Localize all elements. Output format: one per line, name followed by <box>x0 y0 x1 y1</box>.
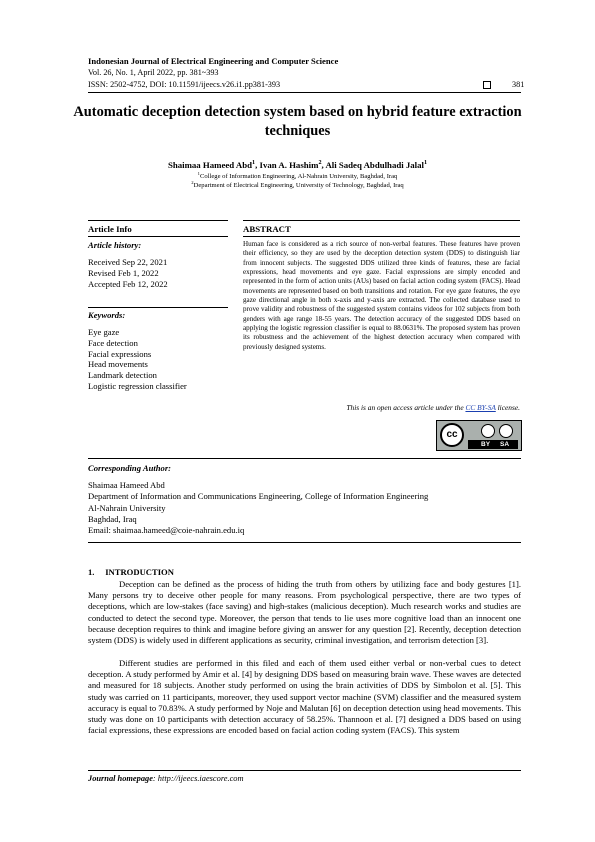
corresponding-heading: Corresponding Author: <box>88 463 172 473</box>
affiliation: $^1$College of Information Engineering, Al-Nahrain University, Baghdad, Iraq <box>197 170 398 180</box>
keyword: Landmark detection <box>88 370 157 381</box>
journal-issn-doi: ISSN: 2502-4752, DOI: 10.11591/ijeecs.v26.i1.pp381-393 <box>88 80 281 89</box>
corresponding-university: Al-Nahrain University <box>88 502 166 513</box>
corresponding-city: Baghdad, Iraq <box>88 513 137 524</box>
article-info-rule <box>88 236 228 237</box>
corresponding-email: Email: shaimaa.hameed@coie-nahrain.edu.iq <box>88 525 245 536</box>
section-rule <box>88 458 521 459</box>
section-rule <box>88 542 521 543</box>
paragraph: Deception can be defined as the process of hiding the truth from others by utilizing face and body gestures [1]. Many persons try to deceive other people for many reasons. From psychological perspective, there are two types of deceptions, which are low-stakes (face saving) and high-stakes (malicious deception). Much research works and studies are conducted to detect the second type. Moreover, the person that tends to lie uses more cognitive load than an innocent one because deception requires to think and imagine before giving an answer for any question [2]. Recently, deception detection system (DDS) is widely used in different applications as security, criminal investigation, and terrorism detection [3]. <box>88 579 521 646</box>
keyword: Logistic regression classifier <box>88 380 187 391</box>
article-info-heading: Article Info <box>88 224 132 234</box>
license-bar: BY SA <box>468 440 518 449</box>
section-heading: 1. INTRODUCTION <box>88 567 174 577</box>
author-list: Shaimaa Hameed Abd$^1$, Ivan A. Hashim$^2$, Ali Sadeq Abdulhadi Jalal$^1$ <box>167 160 428 170</box>
abstract-rule <box>243 236 520 237</box>
author-name: Ivan A. Hashim <box>259 160 319 170</box>
cc-icon: cc <box>440 423 464 447</box>
journal-homepage: Journal homepage: http://ijeecs.iaescore.com <box>88 774 244 783</box>
abstract-text: Human face is considered as a rich source of non-verbal features. These features have proven their efficiency, so they are used by the deception detection system (DDS) to distinguish liar from innocent subjects. The suggested DDS utilized three kinds of features, these are facial expressions, head movements and eye gaze. Facial expressions are simply encoded and represented in the form of action units (AUs) based on facial action coding system (FACS). Head movements are represented based on both transitions and rotation. For eye gaze features, the eye gaze directional angle in both x-axis and y-axis are extracted. The collected database used to prove validity and robustness of the suggested system contains videos for 102 subjects from both genders with age range 18-55 years. The detection accuracy of the suggested DDS based on applying the logistic regression classifier is equal to 88.0631%. The proposed system has proven its robustness and the achievement of the highest detection accuracy when compared with previously designed systems. <box>243 240 520 351</box>
square-icon <box>483 81 491 89</box>
journal-name: Indonesian Journal of Electrical Engineering and Computer Science <box>88 56 339 66</box>
author-name: Shaimaa Hameed Abd <box>167 160 253 170</box>
open-access-note: This is an open access article under the CC BY-SA license. <box>346 403 520 412</box>
corresponding-name: Shaimaa Hameed Abd <box>88 480 165 490</box>
journal-volume: Vol. 26, No. 1, April 2022, pp. 381~393 <box>88 68 219 77</box>
article-history <box>88 257 168 289</box>
affiliation-marker: 1 <box>423 160 428 167</box>
keyword: Eye gaze <box>88 327 120 337</box>
homepage-link[interactable]: : http://ijeecs.iaescore.com <box>152 774 244 783</box>
abstract-rule <box>243 220 520 221</box>
footer-rule <box>88 770 521 771</box>
corresponding-department: Department of Information and Communications Engineering, College of Information Engineering <box>88 491 429 502</box>
paper-title: Automatic deception detection system based on hybrid feature extraction techniques <box>73 104 522 139</box>
history-date: Accepted Feb 12, 2022 <box>88 278 168 289</box>
article-history-heading: Article history: <box>88 240 142 250</box>
affiliation: $^2$Department of Electrical Engineering, University of Technology, Baghdad, Iraq <box>191 179 404 189</box>
keyword: Face detection <box>88 337 138 348</box>
share-alike-icon <box>499 424 513 438</box>
keyword: Facial expressions <box>88 348 152 359</box>
license-link[interactable]: CC BY-SA <box>465 403 496 412</box>
abstract-heading: ABSTRACT <box>243 224 291 234</box>
article-info-rule <box>88 307 228 308</box>
paragraph: Different studies are performed in this filed and each of them used either verbal or non-verbal cues to detect deception. A study performed by Amir et al. [4] by designing DDS based on measuring brain wave. These waves are detected and measured for 18 subjects. Another study performed on using the brain activities of DDS by Simbolon et al. [5]. This study was carried on 11 participants, moreover, they used support vector machine (SVM) classifier and the measured system accuracy is equal to 70.83%. A study performed by Noje and Malutan [6] on deception detection using head movements. This study was done on 10 participants with detection accuracy of 58.25%. Thannoon et al. [7] designed a DDS based on using facial expressions, these expressions are encoded based on facial action coding system (FACS). This system <box>88 658 521 736</box>
keywords-list <box>88 327 187 392</box>
keyword: Head movements <box>88 359 148 370</box>
affiliation-marker: 2 <box>318 160 322 167</box>
affiliation-marker: 1 <box>252 160 256 167</box>
header-rule <box>88 92 521 93</box>
article-info-rule <box>88 220 228 221</box>
cc-by-sa-logo[interactable] <box>436 420 522 451</box>
author-name: Ali Sadeq Abdulhadi Jalal <box>325 160 424 170</box>
history-date: Received Sep 22, 2021 <box>88 257 168 267</box>
corresponding-details <box>88 480 428 536</box>
page-number: 381 <box>512 80 525 89</box>
person-icon <box>481 424 495 438</box>
keywords-heading: Keywords: <box>88 310 126 320</box>
history-date: Revised Feb 1, 2022 <box>88 267 159 278</box>
